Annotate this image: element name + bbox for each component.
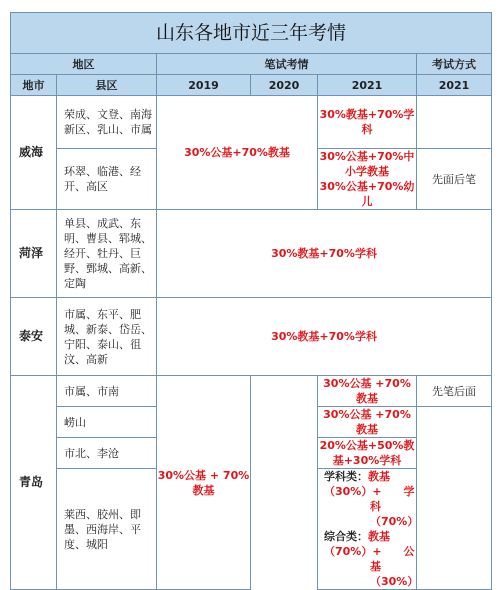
city-qingdao: 青岛: [11, 376, 57, 590]
header-year-2021: 2021: [318, 75, 417, 96]
qingdao-exam-4-line3: [324, 529, 416, 559]
heze-districts: 单县、成武、东明、曹县、郓城、经开、牡丹、巨野、鄄城、高新、定陶: [57, 210, 157, 298]
qingdao-exam-2019: 30%公基 + 70%教基: [157, 376, 251, 590]
heze-row: [11, 210, 492, 298]
label-subject-type: 学科类：: [324, 470, 368, 483]
qingdao-exam-4-text1: 教基（30%）+ 学: [324, 470, 415, 498]
page-title: 山东各地市近三年考情: [11, 13, 492, 54]
taian-row: [11, 298, 492, 376]
weihai-exam-2021-b: [318, 149, 417, 210]
weihai-district-2: 环翠、临港、经开、高区: [57, 149, 157, 210]
header-year-2020: 2020: [251, 75, 318, 96]
weihai-exam-2021-a: 30%教基+70%学科: [318, 96, 417, 149]
weihai-exam-2019-2020: 30%公基+70%教基: [157, 96, 318, 210]
exam-table: [10, 12, 492, 590]
qingdao-exam-4-line4: 基（30%）: [370, 560, 419, 588]
taian-districts: 市属、东平、肥城、新泰、岱岳、宁阳、泰山、徂汶、高新: [57, 298, 157, 376]
qingdao-district-2: 崂山: [57, 407, 157, 438]
qingdao-district-4: 莱西、胶州、即墨、西海岸、平度、城阳: [57, 469, 157, 590]
qingdao-exam-4-line1: [324, 469, 416, 499]
title-row: [11, 13, 492, 54]
qingdao-exam-4-line2: 科（70%）: [370, 500, 419, 528]
header-region: 地区: [11, 54, 157, 75]
city-taian: 泰安: [11, 298, 57, 376]
qingdao-exam-3: 20%公基+50%教基+30%学科: [318, 438, 417, 469]
qingdao-method-empty: [417, 407, 492, 590]
weihai-district-1: 荣成、文登、南海新区、乳山、市属: [57, 96, 157, 149]
qingdao-exam-4: [318, 469, 417, 590]
header-year-2019: 2019: [157, 75, 251, 96]
qingdao-exam-4-text3: 教基（70%）+ 公: [324, 530, 415, 558]
header-method-2021: 2021: [417, 75, 492, 96]
city-heze: 菏泽: [11, 210, 57, 298]
qingdao-district-1: 市属、市南: [57, 376, 157, 407]
taian-exam: 30%教基+70%学科: [157, 298, 492, 376]
qingdao-method: 先笔后面: [417, 376, 492, 407]
heze-exam: 30%教基+70%学科: [157, 210, 492, 298]
header-city: 地市: [11, 75, 57, 96]
header-written-exam: 笔试考情: [157, 54, 417, 75]
header-row-1: [11, 54, 492, 75]
city-weihai: 威海: [11, 96, 57, 210]
weihai-exam-2021-b-line2: 30%公基+70%幼儿: [319, 180, 415, 208]
label-comprehensive-type: 综合类：: [324, 530, 368, 543]
weihai-method-empty: [417, 96, 492, 149]
qingdao-exam-1: 30%公基 +70%教基: [318, 376, 417, 407]
qingdao-row-1: [11, 376, 492, 407]
header-exam-method: 考试方式: [417, 54, 492, 75]
qingdao-exam-2020-spacer: [251, 376, 318, 590]
weihai-row-1: [11, 96, 492, 149]
weihai-method: 先面后笔: [417, 149, 492, 210]
header-district: 县区: [57, 75, 157, 96]
weihai-exam-2021-b-line1: 30%公基+70%中小学教基: [319, 150, 415, 178]
header-row-2: [11, 75, 492, 96]
qingdao-district-3: 市北、李沧: [57, 438, 157, 469]
qingdao-exam-2: 30%公基 +70%教基: [318, 407, 417, 438]
